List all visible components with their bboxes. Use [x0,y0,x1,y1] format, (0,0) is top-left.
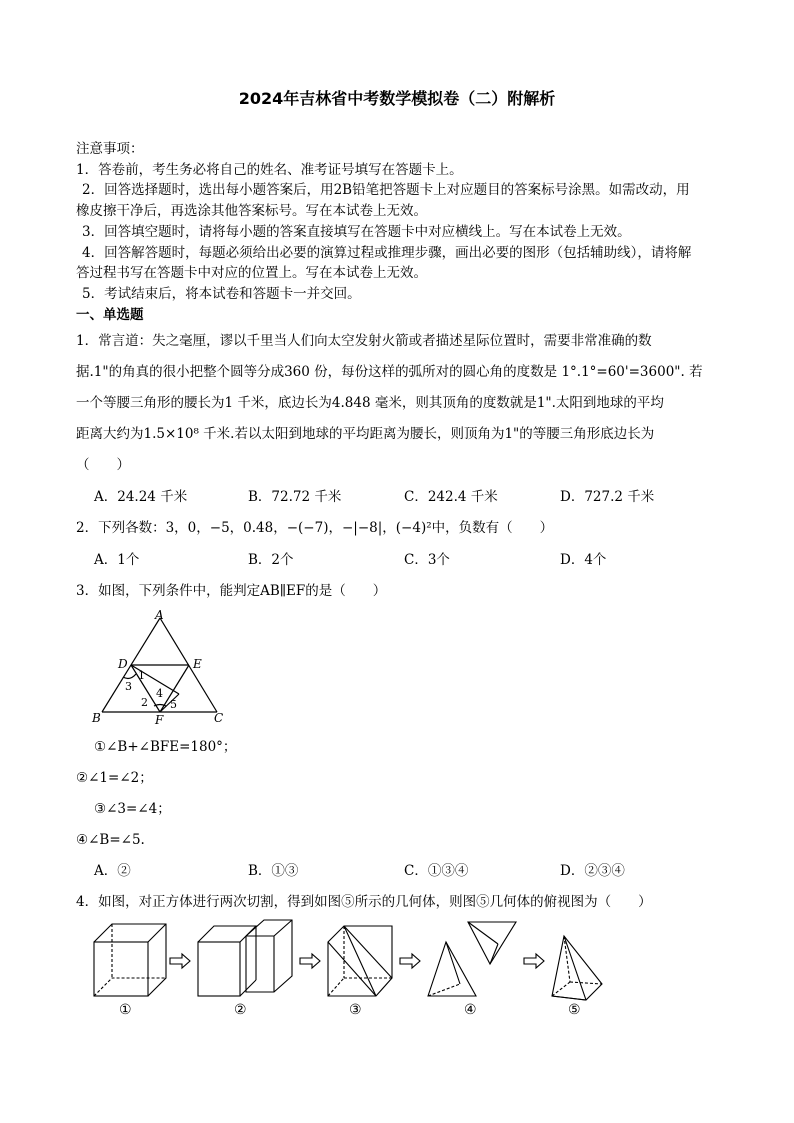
q1-option-a[interactable]: A．24.24 千米 [94,489,188,505]
q1-option-d[interactable]: D．727.2 千米 [560,489,655,505]
fig-label-5: ⑤ [568,1002,581,1018]
q1-option-b[interactable]: B．72.72 千米 [248,489,342,505]
q4-stem: 4．如图，对正方体进行两次切割，得到如图⑤所示的几何体，则图⑤几何体的俯视图为（ ） [76,894,652,910]
fig-label-C: C [214,711,224,725]
q1-stem-line: 距离大约为1.5×10⁸ 千米.若以太阳到地球的平均距离为腰长，则顶角为1"的等腰三角形底边长为 [76,426,655,442]
q3-condition: ②∠1=∠2； [76,770,153,786]
notice-item: 5．考试结束后，将本试卷和答题卡一并交回。 [82,286,361,302]
q3-option-c[interactable]: C．①③④ [404,863,469,879]
q1-option-c[interactable]: C．242.4 千米 [404,489,498,505]
fig-label-4: ④ [464,1002,477,1018]
notice-item: 3．回答填空题时，请将每小题的答案直接填写在答题卡中对应横线上。写在本试卷上无效。 [82,224,631,240]
q3-triangle-figure [86,608,236,726]
fig-label-B: B [92,711,101,725]
q3-condition: ④∠B=∠5. [76,832,145,848]
q3-option-b[interactable]: B．①③ [248,863,299,879]
q4-cube-cutting-figure [86,914,616,1022]
fig-label-1: ① [119,1002,132,1018]
q2-option-a[interactable]: A．1个 [94,552,140,568]
notice-item: 橡皮擦干净后，再选涂其他答案标号。写在本试卷上无效。 [76,203,427,219]
q2-option-c[interactable]: C．3个 [404,552,450,568]
q1-stem-line: 据.1"的角真的很小把整个圆等分成360 份，每份这样的弧所对的圆心角的度数是 1°.1°=60'=3600". 若 [76,364,703,380]
notice-item: 1．答卷前，考生务必将自己的姓名、准考证号填写在答题卡上。 [76,162,463,178]
fig-label-E: E [193,657,202,671]
fig-label-3: 3 [125,680,132,693]
notice-heading: 注意事项： [76,141,144,157]
fig-label-4: 4 [156,687,163,700]
fig-label-2: ② [234,1002,247,1018]
q3-condition: ①∠B+∠BFE=180°； [94,739,237,755]
q3-option-a[interactable]: A．② [94,863,131,879]
fig-label-3: ③ [349,1002,362,1018]
q2-option-b[interactable]: B．2个 [248,552,294,568]
q1-stem-line: （ ） [76,457,130,473]
fig-label-D: D [118,657,128,671]
notice-item: 2．回答选择题时，选出每小题答案后，用2B铅笔把答题卡上对应题目的答案标号涂黑。如需改动，用 [82,182,690,198]
notice-item: 答过程书写在答题卡中对应的位置上。写在本试卷上无效。 [76,265,427,281]
q3-condition: ③∠3=∠4； [94,801,171,817]
fig-label-F: F [155,713,164,726]
q1-stem-line: 一个等腰三角形的腰长为1 千米，底边长为4.848 毫米，则其顶角的度数就是1".太阳到地球的平均 [76,395,664,411]
section-heading: 一、单选题 [76,307,144,323]
page-title: 2024年吉林省中考数学模拟卷（二）附解析 [238,89,556,108]
fig-label-A: A [155,608,164,622]
q2-stem: 2．下列各数：3，0，−5，0.48，−(−7)，−|−8|，(−4)²中，负数有（ ） [76,520,554,536]
q1-stem-line: 1．常言道：失之毫厘，谬以千里当人们向太空发射火箭或者描述星际位置时，需要非常准确的数 [76,333,652,349]
notice-item: 4．回答解答题时，每题必须给出必要的演算过程或推理步骤，画出必要的图形（包括辅助线），请将解 [82,245,692,261]
fig-label-2: 2 [141,696,148,709]
fig-label-5: 5 [170,698,177,711]
fig-label-1: 1 [138,669,145,682]
q3-option-d[interactable]: D．②③④ [560,863,625,879]
q3-stem: 3．如图，下列条件中，能判定AB∥EF的是（ ） [76,583,387,599]
q2-option-d[interactable]: D．4个 [560,552,607,568]
